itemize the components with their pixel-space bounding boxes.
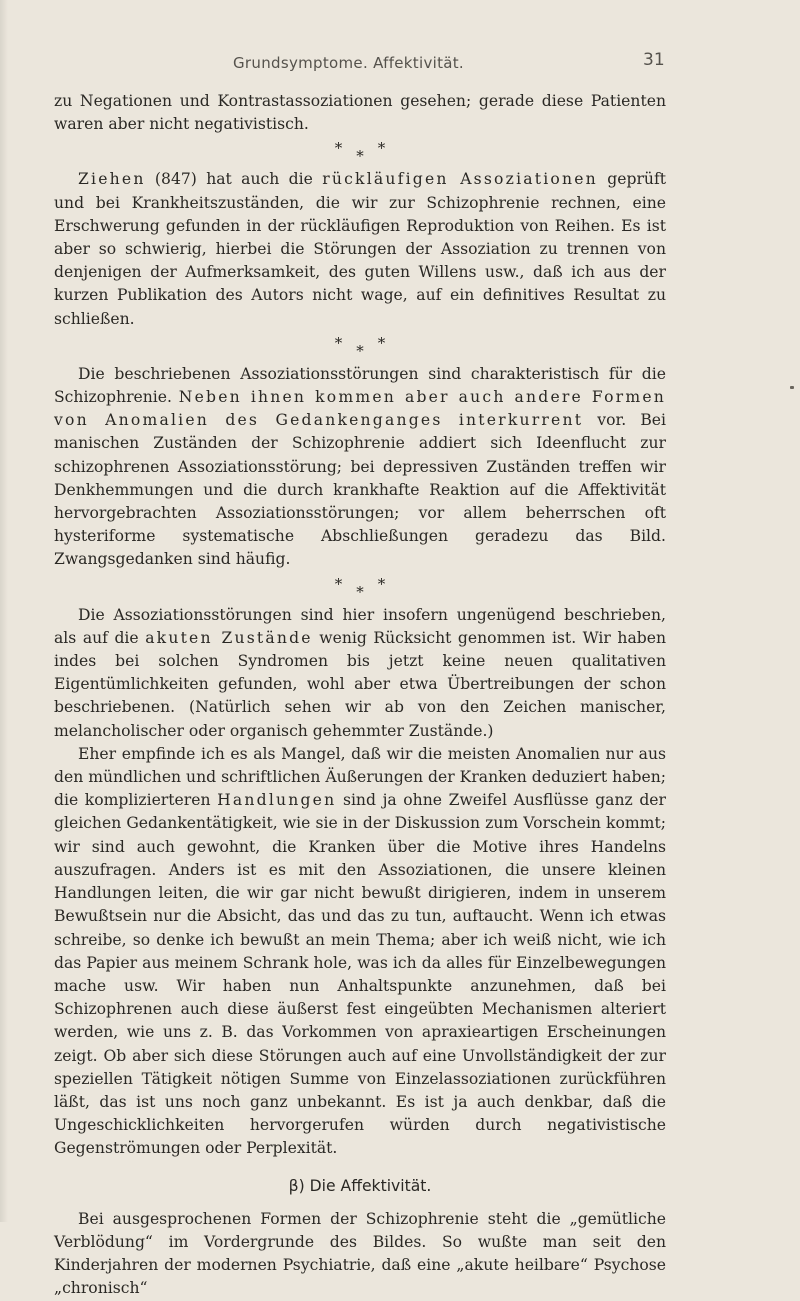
paragraph: Bei ausgesprochenen Formen der Schizophrenie steht die „gemütliche Verblödung“ im Vordergrunde des Bildes. So wußte man seit den Kinderjahren der modernen Psychiatrie, daß eine „akute heilbare“ Psychose „chronisch“	[54, 1209, 666, 1298]
page-header	[0, 52, 800, 78]
author-name: Ziehen	[78, 170, 146, 189]
emphasized-term: Neben ihnen kommen aber auch andere Formen von Anomalien des Gedankenganges interkurrent	[54, 388, 666, 430]
page-edge-shadow	[0, 0, 8, 1222]
paragraph: Eher empfinde ich es als Mangel, daß wir die meisten Anomalien nur aus den mündlichen und schriftlichen Äußerungen der Kranken deduziert haben; die komplizierteren Handlungen sind ja ohne Zweifel Ausflüsse ganz der gleichen Gedankentätigkeit, wie sie in der Diskussion zum Vorschein kommt; wir sind auch gewohnt, die Kranken über die Motive ihres Handelns auszufragen. Anders ist es mit den Assoziationen, die unsere kleinen Handlungen leiten, die wir gar nicht bewußt dirigieren, indem in unserem Bewußtsein nur die Absicht, das und das zu tun, auftaucht. Wenn ich etwas schreibe, so denke ich bewußt an mein Thema; aber ich weiß nicht, wie ich das Papier aus meinem Schrank hole, was ich da alles für Einzelbewegungen mache usw. Wir haben nun Anhaltspunkte anzunehmen, daß bei Schizophrenen auch diese äußerst fest eingeübten Mechanismen alteriert werden, wie uns z. B. das Vorkommen von apraxieartigen Erscheinungen zeigt. Ob aber sich diese Störungen auch auf eine Unvollständigkeit der zur speziellen Tätigkeit nötigen Summe von Einzelassoziationen zurückführen läßt, das ist uns noch ganz unbekannt. Es ist ja auch denkbar, daß die Ungeschicklichkeiten hervorgerufen würden durch negativistische Gegenströmungen oder Perplexität.	[54, 744, 666, 1158]
emphasized-term: akuten Zustände	[145, 628, 313, 647]
running-head: Grundsymptome. Affektivität.	[233, 54, 465, 72]
paragraph: Die beschriebenen Assoziationsstörungen sind charakteristisch für die Schizophrenie. Neben ihnen kommen aber auch andere Formen von Anomalien des Gedankenganges interkurrent vor. Bei manischen Zuständen der Schizophrenie addiert sich Ideenflucht zur schizophrenen Assoziationsstörung; bei depressiven Zuständen treffen wir Denkhemmungen und die durch krankhafte Reaktion auf die Affektivität hervorgebrachten Assoziationsstörungen; vor allem beherrschen oft hysteriforme systematische Abschließungen geradezu das Bild. Zwangsgedanken sind häufig.	[54, 364, 666, 569]
section-heading: β) Die Affektivität.	[288, 1176, 432, 1195]
section-separator: * * *	[334, 574, 386, 601]
emphasized-term: rückläufigen Assoziationen	[322, 170, 598, 189]
section-separator: * * *	[334, 139, 386, 166]
page-number: 31	[643, 50, 665, 70]
paragraph: zu Negationen und Kontrastassoziationen gesehen; gerade diese Patienten waren aber nicht negativistisch.	[54, 92, 666, 134]
paragraph: Die Assoziationsstörungen sind hier insofern ungenügend beschrieben, als auf die akuten Zustände wenig Rücksicht genommen ist. Wir haben indes bei solchen Syndromen bis jetzt keine neuen qualitativen Eigentümlichkeiten gefunden, wohl aber etwa Übertreibungen der schon beschriebenen. (Natürlich sehen wir ab von den Zeichen manischer, melancholischer oder organisch gehemmter Zustände.)	[54, 605, 666, 740]
emphasized-term: Handlungen	[217, 791, 337, 810]
section-separator: * * *	[334, 333, 386, 360]
paragraph: Ziehen (847) hat auch die rückläufigen Assoziationen geprüft und bei Krankheitszuständen, die wir zur Schizophrenie rechnen, eine Erschwerung gefunden in der rückläufigen Reproduktion von Reihen. Es ist aber so schwierig, hierbei die Störungen der Assoziation zu trennen von denjenigen der Aufmerksamkeit, des guten Willens usw., daß ich aus der kurzen Publikation des Autors nicht wage, auf ein definitives Resultat zu schließen.	[54, 170, 666, 328]
scan-speck	[790, 386, 794, 389]
body-text	[54, 90, 666, 1301]
